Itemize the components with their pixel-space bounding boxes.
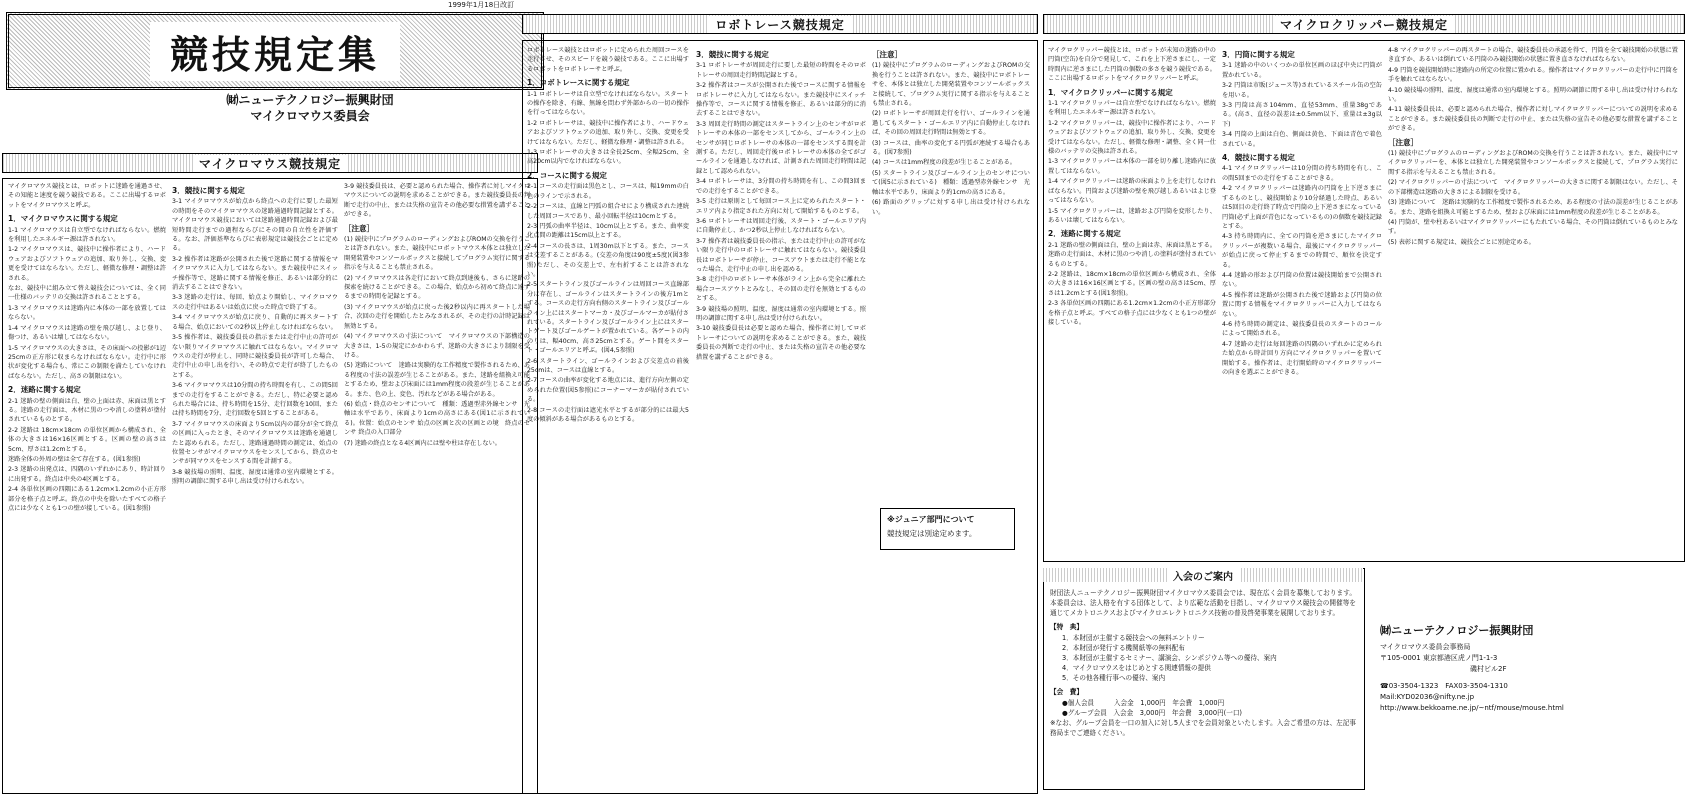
rule-paragraph: ロボトレース競技とはロボットに定められた周回コースを走行させ、そのスピードを競う競技である。ここに出場するロボットをロボトレーサと呼ぶ。 bbox=[527, 47, 689, 73]
rule-paragraph: 3-1 迷路の中のいくつかの単位区画のほぼ中央に円筒が置かれている。 bbox=[1222, 62, 1382, 79]
rule-paragraph: 3-3 円筒は高さ104mm、直径53mm、重量38gである。(高さ、直径の誤差は±0.5mm以下、重量は±3g以下) bbox=[1222, 102, 1382, 128]
section-title-microclipper: マイクロクリッパー競技規定 bbox=[1274, 16, 1454, 33]
rule-paragraph: 2-2 迷路は 18cm×18cm の単位区画から構成され、全体の大きさは16×16区画とする。区画の壁の高さは5cm、厚さは1.2cmとする。 bbox=[8, 426, 166, 453]
rule-paragraph: (3) コースは、曲率の変化する円弧が連続する場合もある。(図7参照) bbox=[872, 139, 1030, 157]
rule-paragraph: 3-5 走行は原則として毎回コース上に定められたスタート・エリア内より指定された方向に対して開始するものとする。 bbox=[696, 198, 866, 215]
rule-paragraph: 4-6 持ち時間の測定は、競技委員長のスタートのコールによって開始される。 bbox=[1222, 320, 1382, 338]
rule-paragraph: 1-1 マイクロマウスは自立型でなければならない。燃焼を利用したエネルギー源は許されない。 bbox=[8, 226, 166, 244]
section-heading: 2．迷路に関する規定 bbox=[8, 385, 81, 395]
rule-paragraph: (2) マイクロマウスは各走行において終点到達後も、さらに迷路の探索を続けることができる。この場合、始点から初めて終点に達するまでの時間を記録とする。 bbox=[344, 274, 530, 301]
rule-paragraph: 1-3 ロボトレーサの大きさは全長25cm、全幅25cm、全高20cm以内でなければならない。 bbox=[527, 149, 689, 166]
section-title-micromouse: マイクロマウス競技規定 bbox=[193, 155, 347, 172]
fee-item: ●グループ会員 入会金 3,000円 年会費 3,000円(一口) bbox=[1062, 709, 1242, 717]
rule-paragraph: 2-3 円弧の曲率半径は、10cm以上とする。また、曲率変化点間の距離は15cm以上とする。 bbox=[527, 222, 689, 240]
benefits-list bbox=[1050, 633, 1356, 683]
rule-paragraph: (2) ロボトレーサが周回走行を行い、ゴールラインを通過してもスタート・ゴールエリア内に自動停止しなければ、その回の周回走行時間は無効とする。 bbox=[872, 110, 1030, 137]
robotrace-column-1 bbox=[527, 46, 689, 788]
rule-paragraph: (5) スタートライン及びゴールライン上のセンサについて(図5に示されている) 種類：透過型赤外線センサ 光軸は水平であり、床面より約1cmの高さにある。 bbox=[872, 169, 1030, 196]
rule-paragraph: 2-1 迷路の壁の側面は白、壁の上面は赤、床面は黒とする。迷路の走行面は、木材に黒のつや消しの塗料が塗付されているものとする。 bbox=[8, 397, 166, 424]
section-heading: 2．コースに関する規定 bbox=[527, 170, 607, 180]
rule-paragraph: 2-1 迷路の壁の側面は白、壁の上面は赤、床面は黒とする。迷路の走行面は、木材に黒のつや消しの塗料が塗付されているものとする。 bbox=[1048, 241, 1216, 268]
rule-paragraph: 4-5 操作者は迷路が公開された後で迷路および円筒の位置に関する情報をマイクロクリッパーに入力してはならない。 bbox=[1222, 291, 1382, 318]
benefit-item: 1．本財団が主催する競技会への無料エントリー bbox=[1062, 634, 1205, 642]
section-heading: 1．マイクロマウスに関する規定 bbox=[8, 214, 118, 224]
contact-email[interactable]: Mail:KYD02036@nifty.ne.jp bbox=[1380, 693, 1475, 701]
rule-paragraph: 3-10 競技委員長は必要と認めた場合、操作者に対してロボトレーサについての説明を求めることができる。また、競技委員長の判断で走行の中止、または失格の宣告その他必要な措置を講ずることができる。 bbox=[696, 325, 866, 361]
rule-paragraph: 3-4 ロボトレーサは、3分間の持ち時間を有し、この間3回までの走行をすることができる。 bbox=[696, 178, 866, 195]
rule-paragraph: (4) 円筒が、壁や柱あるいはマイクロクリッパーにもたれている場合、その円筒は倒れているものとみなす。 bbox=[1388, 218, 1678, 236]
microclipper-column-1 bbox=[1048, 46, 1216, 556]
rule-paragraph: 3-5 操作者は、競技委員長の指示または走行中止の許可がない限りマイクロマウスに触れてはならない。マイクロマウスの走行が停止し、同時に競技委員長が許可した場合、走行中止の申し出を行い、その時点で走行が終了したものとする。 bbox=[172, 334, 338, 379]
benefit-item: 3．本財団が主催するセミナー、講演会、シンポジウム等への優待、案内 bbox=[1062, 654, 1277, 662]
contact-office: マイクロマウス委員会事務局 bbox=[1380, 643, 1471, 651]
rule-paragraph: 1-4 マイクロマウスは迷路の壁を飛び越し、よじ登り、傷つけ、あるいは壊してはならない。 bbox=[8, 324, 166, 342]
benefits-label: 【特 典】 bbox=[1050, 623, 1083, 631]
rule-paragraph: (3) 迷路について 迷路は実験的な工作精度で製作されるため、ある程度の寸法の誤差が生じることがある。また、迷路を組換え可能とするため、壁および床面には1mm程度の段差が生じることがある。 bbox=[1388, 199, 1678, 216]
org-committee: マイクロマウス委員会 bbox=[250, 109, 370, 123]
rule-paragraph: 4-2 マイクロクリッパーは迷路内の円筒を上下逆さまにするものとし、競技開始より10分経過した時点、あるいは5回目の走行終了時点で円筒の上下逆さまになっている円筒(必ず上面が青色になっているもの)の個数を競技記録とする。 bbox=[1222, 185, 1382, 230]
contact-name: ㈶ニューテクノロジー振興財団 bbox=[1380, 624, 1534, 637]
fees-note: ※なお、グループ会員を一口の加入に対し5人までを会員対象といたします。入会ご希望の方は、左記事務局までご連絡ください。 bbox=[1050, 719, 1356, 737]
rule-paragraph: (1) 競技中にプログラムのローディングおよびROMの交換を行うことは許されない。また、競技中にロボトレーサを、本体とは独立した開発装置やコンソールボックスと接続して、プログラム実行に関する指示を与えることも禁止される。 bbox=[872, 62, 1030, 108]
rule-paragraph: (7) 迷路の終点となる4区画内には壁や柱は存在しない。 bbox=[344, 439, 501, 447]
rule-paragraph: 4-8 マイクロクリッパーの再スタートの場合、競技委員長の承認を得て、円筒を全て競技開始の状態に置き直すか、あるいは倒れている円筒のみ競技開始の状態に置き直さなければならない。 bbox=[1388, 47, 1678, 64]
rule-paragraph: 4-1 マイクロクリッパーは10分間の持ち時間を有し、この間5回までの走行をすることができる。 bbox=[1222, 165, 1382, 182]
rule-paragraph: 2-4 各単位区画の四隅にある1.2cm×1.2cmの小正方形部分を格子点と呼ぶ。終点の中央を除いたすべての格子点には少なくとも1つの壁が接している。(図1参照) bbox=[8, 486, 166, 512]
section-heading: 3．円筒に関する規定 bbox=[1222, 50, 1295, 59]
page-title: 競技規定集 bbox=[150, 22, 400, 81]
title-banner bbox=[6, 12, 544, 90]
rule-paragraph: 1-1 マイクロクリッパーは自立型でなければならない。燃焼を利用したエネルギー源は許されない。 bbox=[1048, 100, 1216, 117]
rule-paragraph: 2-5 スタートライン及びゴールラインは周回コース直線部分に存在し、ゴールラインはスタートラインの後方1mとする。コースの走行方向右側のスタートライン及びゴールライン上にはスタートマーカ・及びゴールマーカが貼付されている。スタートライン及びゴールライン上にはスタートゲート及びゴールゲートが置かれている。各ゲートの内のりは、幅40cm、高さ25cmとする。ゲート間をスタート・ゴールエリアと呼ぶ。(図4,5参照) bbox=[527, 281, 689, 355]
rule-paragraph: 3-1 ロボトレーサが周回走行に要した最短の時間をそのロボトレーサの周回走行時間記録とする。 bbox=[696, 62, 866, 79]
fee-item: ●個人会員 入会金 1,000円 年会費 1,000円 bbox=[1062, 699, 1225, 707]
junior-text: 競技規定は別途定めます。 bbox=[887, 529, 977, 538]
microclipper-column-3 bbox=[1388, 46, 1678, 556]
rule-paragraph: 4-4 迷路の形および円筒の位置は競技開始まで公開されない。 bbox=[1222, 271, 1382, 289]
section-heading: ［注意］ bbox=[872, 50, 902, 59]
membership-intro: 財団法人ニューテクノロジー振興財団マイクロマウス委員会では、現在広く会員を募集しております。本委員会は、法人格を有する団体として、より広範な活動を目指し、マイクロマウス競技会の開催等を通じてメカトロニクスおよびマイクロエレクトロニクス技術の普及啓発事業を展開しております。 bbox=[1050, 589, 1356, 617]
section-heading: 1．マイクロクリッパーに関する規定 bbox=[1048, 87, 1173, 97]
benefit-item: 4．マイクロマウスをはじめとする関連情報の提供 bbox=[1062, 664, 1211, 672]
fees-label: 【会 費】 bbox=[1050, 688, 1083, 696]
rule-paragraph: 3-3 周回走行時間の測定はスタートライン上のセンサがロボトレーサの本体の一部をセンスしてから、ゴールライン上のセンサが同じロボトレーサの本体の一部をセンスする間を計測する。ただし、周回走行後ロボトレーサの本体の全てがゴールラインを通過しなければ、計測された周回走行時間は記録として認められない。 bbox=[696, 120, 866, 175]
section-heading: 1．ロボトレースに関する規定 bbox=[527, 78, 630, 88]
rule-paragraph: 4-7 迷路の走行は毎回迷路の四隅のいずれかに定められた始点から時計回り方向にマイクロクリッパーを置いて開始する。操作者は、走行開始時のマイクロクリッパーの向きを選ぶことができる。 bbox=[1222, 340, 1382, 376]
benefit-item: 2．本財団が発行する機関紙等の無料配布 bbox=[1062, 644, 1185, 652]
rule-paragraph: 4-3 持ち時間内に、全ての円筒を逆さまにしたマイクロクリッパーが複数いる場合、最後にマイクロクリッパーが始点に戻って停止するまでの時間で、順位を決定する。 bbox=[1222, 233, 1382, 269]
micromouse-column-1 bbox=[8, 182, 166, 788]
rule-paragraph: (6) 始点・終点のセンサについて 種類：透過型赤外線センサ 光軸は水平であり、床面より1cmの高さにある(図1に示されている)。位置：始点のセンサ 始点の区画と次の区画との境 終点のセンサ 終点の入口部分 bbox=[344, 400, 530, 437]
membership-body bbox=[1050, 588, 1356, 784]
org-foundation: ㈶ニューテクノロジー振興財団 bbox=[226, 93, 394, 107]
junior-division-note bbox=[880, 508, 1015, 550]
rule-paragraph: 3-4 マイクロマウスが始点に戻り、自動的に再スタートする場合、始点においての2秒以上停止しなければならない。 bbox=[172, 314, 338, 331]
membership-title: 入会のご案内 bbox=[1167, 568, 1239, 583]
rule-paragraph: 1-2 マイクロマウスは、競技中に操作者により、ハードウェアおよびソフトウェアの追加、取り外し、交換、変更を受けてはならない。ただし、軽微な修理・調整は許される。 bbox=[8, 246, 166, 282]
rule-paragraph: マイクロクリッパー競技とは、ロボットが未知の迷路の中の円筒(空缶)を自分で発見して、これを上下逆さまにし、一定時間内に逆さまにした円筒の個数の多さを競う競技である。ここに出場するロボットをマイクロクリッパーと呼ぶ。 bbox=[1048, 47, 1216, 83]
section-heading: 3．競技に関する規定 bbox=[172, 186, 245, 195]
contact-phone: ☎03-3504-1323 FAX03-3504-1310 bbox=[1380, 682, 1508, 690]
rule-paragraph: 2-6 スタートライン、ゴールラインおよび交差点の前後25cmは、コースは直線とする。 bbox=[527, 357, 689, 374]
rule-paragraph: 3-6 ロボトレーサは周回走行後、スタート・ゴールエリア内に自動停止し、かつ2秒以上停止しなければならない。 bbox=[696, 217, 866, 235]
membership-header bbox=[1043, 568, 1363, 582]
micromouse-column-2 bbox=[172, 182, 338, 788]
rule-paragraph: 3-7 操作者は競技委員長の指示、または走行中止の許可がない限り走行中のロボトレーサに触れてはならない。競技委員長はロボトレーサが停止、コースアウトまたは走行不能となった場合、走行中止の申し出を認める。 bbox=[696, 237, 866, 273]
rule-paragraph: 3-9 競技場の照明、温度、湿度は通常の室内環境とする。照明の調節に関する申し出は受け付けられない。 bbox=[696, 305, 866, 322]
rule-paragraph: 3-2 操作者は迷路が公開された後で迷路に関する情報をマイクロマウスに入力してはならない。また競技中にスイッチ操作等で、迷路に関する情報を修正、あるいは部分的に消去することはできない。 bbox=[172, 255, 338, 292]
section-heading: 4．競技に関する規定 bbox=[1222, 153, 1295, 163]
section-heading: 2．迷路に関する規定 bbox=[1048, 229, 1121, 239]
contact-address: 〒105-0001 東京都港区虎ノ門1-1-3 bbox=[1380, 654, 1498, 662]
contact-building: 磯村ビル2F bbox=[1470, 665, 1507, 673]
rule-paragraph: 迷路全体の外周の壁は全て存在する。(図1参照) bbox=[8, 455, 141, 463]
benefit-item: 5．その他各種行事への優待、案内 bbox=[1062, 674, 1166, 682]
rule-paragraph: 1-4 マイクロクリッパーは迷路の床面より上を走行しなければならない。円筒および迷路の壁を飛び越しあるいはよじ登ってはならない。 bbox=[1048, 178, 1216, 205]
microclipper-column-2 bbox=[1222, 46, 1382, 556]
rule-paragraph: 3-4 円筒の上面は白色、側面は黄色、下面は青色で着色されている。 bbox=[1222, 131, 1382, 148]
rule-paragraph: 2-3 迷路の出発点は、四隅のいずれかにあり、時計回りに出発する。終点は中央の4区画とする。 bbox=[8, 466, 166, 483]
rule-paragraph: 2-2 迷路は、18cm×18cmの単位区画から構成され、全体の大きさは16×16区画とする。区画の壁の高さは5cm、厚さは1.2cmとする(図1参照)。 bbox=[1048, 270, 1216, 297]
section-title-robotrace: ロボトレース競技規定 bbox=[709, 16, 850, 33]
section-header-robotrace bbox=[522, 14, 1038, 34]
rule-paragraph: 3-1 マイクロマウスが始点から終点への走行に要した最短の時間をそのマイクロマウスの迷路通過時間記録とする。マイクロマウス競技においては迷路通過時間記録および最短時間走行までの過程ならびにその間の自立性を評価する。なお、評価基準ならびに表彰規定は競技会ごとに定める。 bbox=[172, 198, 338, 253]
rule-paragraph: 1-2 ロボトレーサは、競技中に操作者により、ハードウェアおよびソフトウェアの追加、取り外し、交換、変更を受けてはならない。ただし、軽微な修理・調整は許される。 bbox=[527, 119, 689, 146]
robotrace-column-3 bbox=[872, 46, 1030, 502]
rule-paragraph: マイクロマウス競技とは、ロボットに迷路を通過させ、その知能と速度を競う競技である。ここに出場するロボットをマイクロマウスと呼ぶ。 bbox=[8, 183, 166, 209]
rule-paragraph: 3-9 競技委員長は、必要と認められた場合、操作者に対しマイクロマウスについての説明を求めることができる。また競技委員長の判断で走行の中止、または失格の宣告その他必要な措置を講ずることができる。 bbox=[344, 183, 530, 219]
rule-paragraph: 3-2 操作者はコースが公開された後でコースに関する情報をロボトレーサに入力してはならない。また競技中にスイッチ操作等で、コースに関する情報を修正、あるいは部分的に消去することはできない。 bbox=[696, 82, 866, 118]
rule-paragraph: (6) 路面のグリップに対する申し出は受け付けられない。 bbox=[872, 199, 1030, 216]
rule-paragraph: 3-3 迷路の走行は、毎回、始点より開始し、マイクロマウスの走行中はあるいは始点に戻った時点で終了する。 bbox=[172, 294, 338, 311]
micromouse-column-3 bbox=[344, 182, 530, 788]
rule-paragraph: 3-2 円筒は市販(ジュース等)されているスチール缶の空缶を用いる。 bbox=[1222, 82, 1382, 99]
rule-paragraph: 1-3 マイクロマウスは迷路内に本体の一部を放置してはならない。 bbox=[8, 304, 166, 322]
rule-paragraph: (1) 競技中にプログラムのローディングおよびROMの交換を行うことは許されない。また、競技中にマイクロクリッパーを、本体とは独立した開発装置やコンソールボックスと接続して、プログラム実行に関する指示を与えることも禁止される。 bbox=[1388, 150, 1678, 176]
section-heading: ［注意］ bbox=[1388, 137, 1418, 147]
contact-url[interactable]: http://www.bekkoame.ne.jp/~ntf/mouse/mouse.html bbox=[1380, 704, 1564, 712]
fees-list bbox=[1050, 698, 1356, 718]
section-heading: ［注意］ bbox=[344, 223, 374, 233]
rule-paragraph: なお、競技中に組み立て替え競技会については、全く同一仕様のバッテリの交換は許されることとする。 bbox=[8, 285, 166, 302]
rule-paragraph: 2-3 各単位区画の四隅にある1.2cm×1.2cmの小正方形部分を格子点と呼ぶ。すべての格子点には少なくとも1つの壁が接している。 bbox=[1048, 300, 1216, 326]
rule-paragraph: 2-4 コースの長さは、1周30m以下とする。また、コースは交差することがある。(交差の角度は90度±5度)(図3参照)ただし、その交差上で、左右折することは許されない。 bbox=[527, 242, 689, 278]
rule-paragraph: 3-6 マイクロマウスは10分間の持ち時間を有し、この間5回までの走行をすることができる。ただし、特に必要と認められた場合には、持ち時間を15分、走行回数を10回、または持ち時間を7分、走行回数を5回とすることがある。 bbox=[172, 382, 338, 418]
rule-paragraph: 1-5 マイクロクリッパーは、迷路および円筒を変形したり、あるいは壊してはならない。 bbox=[1048, 207, 1216, 224]
rule-paragraph: 4-10 競技場の照明、温度、湿度は通常の室内環境とする。照明の調節に関する申し出は受け付けられない。 bbox=[1388, 86, 1678, 104]
section-header-microclipper bbox=[1043, 14, 1685, 34]
rule-paragraph: 1-1 ロボトレーサは自立型でなければならない。スタートの操作を除き、有線、無線を問わず外部からの一切の操作を行ってはならない。 bbox=[527, 90, 689, 117]
rule-paragraph: 4-9 円筒を競技開始時に迷路内の所定の位置に置かれる。操作者はマイクロクリッパーの走行中に円筒を手を触れてはならない。 bbox=[1388, 66, 1678, 84]
rule-paragraph: (4) マイクロマウスの寸法について マイクロマウスの下部構造の大きさは、1-5の規定にかかわらず、迷路の大きさにより制限を受ける。 bbox=[344, 333, 530, 359]
rule-paragraph: 3-7 マイクロマウスの床面より5cm以内の部分が全て終点の区画に入ったとき、そのマイクロマウスは迷路を通過したと認められる。ただし、迷路通過時間の測定は、始点の位置センサがマイクロマウスをセンスしてから、終点のセンサが同マウスをセンスする間を計測する。 bbox=[172, 420, 338, 466]
rule-paragraph: (3) マイクロマウスが始点に戻った後2秒以内に再スタートした場合、次回の走行を開始したとみなされるが、その走行の計時記録は無効とする。 bbox=[344, 303, 530, 330]
rule-paragraph: (1) 競技中にプログラムのローディングおよびROMの交換を行うことは許されない。また、競技中にロボットマウス本体とは独立した開発装置やコンソールボックスと接続してプログラム実行に関する指示を与えることも禁止される。 bbox=[344, 236, 530, 272]
rule-paragraph: 2-7 コースの曲率が変化する地点には、進行方向左側の定められた位置(図5参照)にコーナーマーカが貼付されている。 bbox=[527, 377, 689, 404]
section-header-micromouse bbox=[2, 153, 538, 173]
rule-paragraph: (5) 表彰に関する規定は、競技会ごとに別途定める。 bbox=[1388, 238, 1535, 246]
rule-paragraph: 2-8 コースの走行面は遮光水平とするが部分的には最大5度の傾斜がある場合があるものとする。 bbox=[527, 406, 689, 424]
robotrace-column-2 bbox=[696, 46, 866, 788]
rule-paragraph: 1-2 マイクロクリッパーは、競技中に操作者により、ハードウェアおよびソフトウェアの追加、取り外し、交換、変更を受けてはならない。ただし、軽微な修理・調整、全く同一仕様のバッテリの交換は許される。 bbox=[1048, 119, 1216, 156]
organization bbox=[160, 92, 460, 124]
revision-date: 1999年1月18日改訂 bbox=[448, 1, 515, 9]
rule-paragraph: 2-1 コースの走行面は黒色とし、コースは、幅19mmの白色のラインで示される。 bbox=[527, 183, 689, 200]
rule-paragraph: (4) コースは1mm程度の段差が生じることがある。 bbox=[872, 159, 1016, 167]
rule-paragraph: 3-8 競技場の照明、温度、湿度は通常の室内環境とする。照明の調節に関する申し出は受け付けられない。 bbox=[172, 468, 338, 486]
rule-paragraph: 1-5 マイクロマウスの大きさは、その床面への投影が1辺25cmの正方形に収まらなければならない。走行中に形状が変化する場合も、常にこの制限を満たしていなければならない。ただし、高さの制限はない。 bbox=[8, 344, 166, 380]
section-heading: 3．競技に関する規定 bbox=[696, 50, 769, 59]
rule-paragraph: (5) 迷路について 迷路は実験的な工作精度で製作されるため、ある程度の寸法の誤差が生じることがある。また、迷路を組換え可能とするため、壁および床面には1mm程度の段差が生じることがある。また、色の上、変色、汚れなどがある場合がある。 bbox=[344, 362, 530, 398]
rule-paragraph: 3-8 走行中のロボトレーサ本体がライン上から完全に離れた場合コースアウトとみなし、その回の走行を無効とするものとする。 bbox=[696, 276, 866, 303]
rule-paragraph: 4-11 競技委員長は、必要と認められた場合、操作者に対しマイクロクリッパーについての説明を求めることができる。また競技委員長の判断で走行の中止、または失格の宣告その他必要な措置を講ずることができる。 bbox=[1388, 106, 1678, 133]
rule-paragraph: 1-3 マイクロクリッパーは本体の一部を切り離し迷路内に放置してはならない。 bbox=[1048, 158, 1216, 175]
rule-paragraph: 2-2 コースは、直線と円弧の組合せにより構成された連続した周回コースであり、最小回転半径は10cmとする。 bbox=[527, 203, 689, 220]
rule-paragraph: (2) マイクロクリッパーの寸法について マイクロクリッパーの大きさに関する制限はない。ただし、その下部構造は迷路の大きさによる制限を受ける。 bbox=[1388, 179, 1678, 196]
junior-title: ※ジュニア部門について bbox=[887, 515, 975, 524]
contact-info bbox=[1380, 625, 1680, 714]
